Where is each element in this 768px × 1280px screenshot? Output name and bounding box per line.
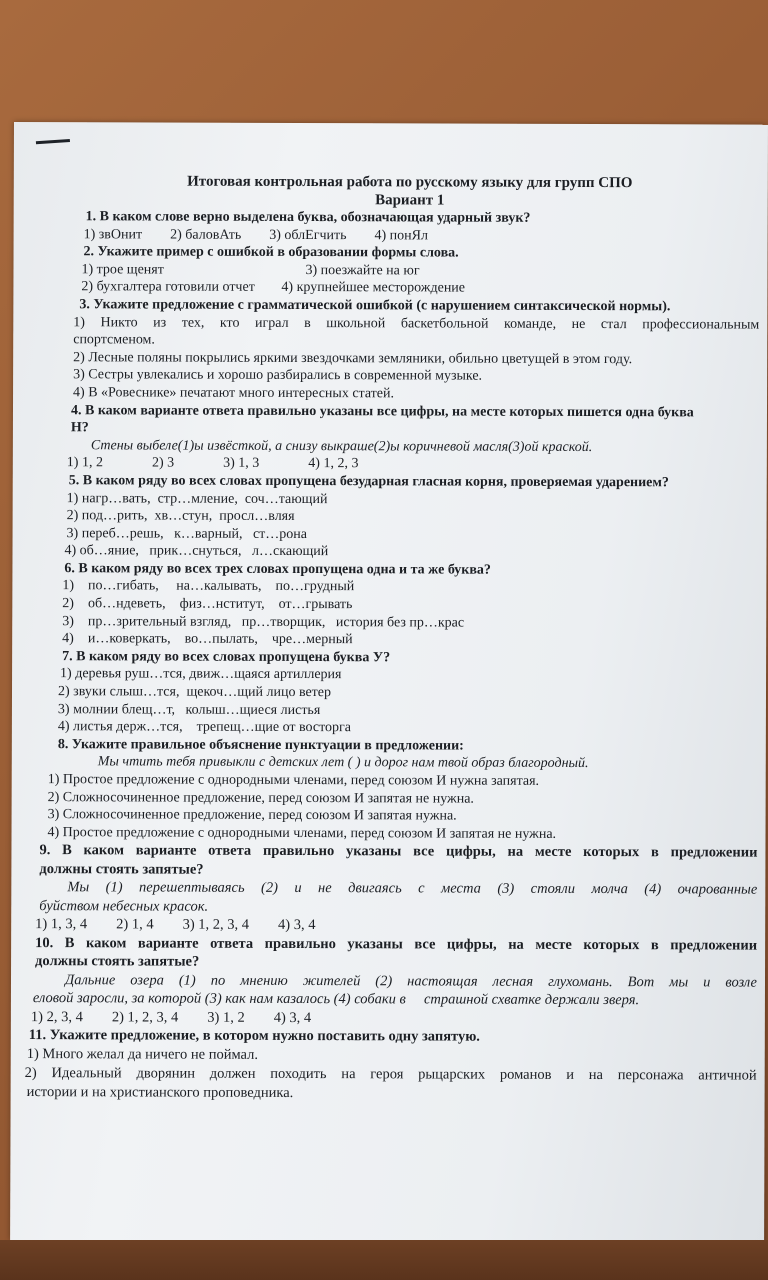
question-sentence-cont: буйством небесных красок. xyxy=(39,897,209,915)
answer-option: 4) и…коверкать, во…пылать, чре…мерный xyxy=(62,631,353,648)
question-sentence: Стены выбеле(1)ы извёсткой, а снизу выкраше(2)ы коричневой масля(3)ой краской. xyxy=(90,437,593,455)
question-8 xyxy=(17,736,757,844)
answer-option: 2) Лесные поляны покрылись яркими звездочками земляники, обильно цветущей в этом году. xyxy=(73,349,633,367)
table-surface xyxy=(0,1240,768,1280)
question-2 xyxy=(19,243,759,298)
question-text: 3. Укажите предложение с грамматической ошибкой (с нарушением синтаксической нормы). xyxy=(79,297,671,315)
question-text: 1. В каком слове верно выделена буква, обозначающая ударный звук? xyxy=(85,209,531,226)
question-text: 8. Укажите правильное объяснение пунктуации в предложении: xyxy=(57,736,464,754)
answer-options: 1) 1, 2 2) 3 3) 1, 3 4) 1, 2, 3 xyxy=(66,455,359,472)
answer-option: 2) под…рить, хв…стун, просл…вляя xyxy=(66,508,295,525)
question-5 xyxy=(18,472,758,563)
question-text: 10. В каком варианте ответа правильно указаны все цифры, на месте которых в предложении xyxy=(35,934,758,954)
question-sentence: Мы (1) перешептываясь (2) и не двигаясь с места (3) стояли молча (4) очарованные xyxy=(67,879,758,898)
question-text-cont: должны стоять запятые? xyxy=(39,860,204,878)
question-sentence: Мы чтить тебя привыкли с детских лет ( ) и дорог нам твой образ благородный. xyxy=(97,754,589,772)
variant-title: Вариант 1 xyxy=(375,192,445,209)
answer-options: 1) 2, 3, 4 2) 1, 2, 3, 4 3) 1, 2 4) 3, 4 xyxy=(30,1008,312,1026)
question-6 xyxy=(18,560,758,651)
answer-option: 1) по…гибать, на…калывать, по…грудный xyxy=(62,578,355,595)
answer-option: 1) трое щенят xyxy=(81,262,164,278)
answer-option: 4) листья держ…тся, трепещ…щие от восторга xyxy=(57,719,352,736)
exam-title: Итоговая контрольная работа по русскому языку для групп СПО xyxy=(187,173,633,192)
answer-option: 2) об…ндеветь, физ…нститут, от…грывать xyxy=(62,596,353,613)
answer-option: 3) Сестры увлекались и хорошо разбирались в современной музыке. xyxy=(73,367,483,384)
answer-option: 2) бухгалтера готовили отчет xyxy=(81,279,255,296)
answer-option: 4) В «Ровеснике» печатают много интересных статей. xyxy=(73,385,395,402)
question-text: 6. В каком ряду во всех трех словах пропущена одна и та же буква? xyxy=(64,561,491,578)
answer-option: 2) Сложносочиненное предложение, перед союзом И запятая не нужна. xyxy=(47,789,474,807)
answer-option: 2) звуки слыш…тся, щекоч…щий лицо ветер xyxy=(57,684,332,701)
answer-options: 1) звОнит 2) баловАть 3) облЕгчить 4) понЯл xyxy=(83,226,429,244)
answer-option: 1) нагр…вать, стр…мление, соч…тающий xyxy=(66,490,328,507)
pen-mark xyxy=(36,139,70,144)
question-4 xyxy=(19,402,759,475)
question-sentence-cont: еловой заросли, за которой (3) как нам казалось (4) собаки в страшной схватке держали зверя. xyxy=(32,990,640,1009)
answer-option: 1) Никто из тех, кто играл в школьной баскетбольной команде, не стал профессиональным xyxy=(73,314,760,333)
answer-option-cont: истории и на христианского проповедника. xyxy=(26,1084,294,1102)
exam-sheet xyxy=(10,122,768,1243)
answer-option: 4) Простое предложение с однородными членами, перед союзом И запятая не нужна. xyxy=(47,824,557,842)
question-text: 2. Укажите пример с ошибкой в образовании формы слова. xyxy=(83,244,459,261)
answer-option: 3) поезжайте на юг xyxy=(305,262,420,279)
question-9 xyxy=(17,841,757,936)
answer-option: 4) об…яние, прик…снуться, л…скающий xyxy=(64,543,329,560)
answer-option: 3) молнии блещ…т, колыш…щиеся листья xyxy=(57,701,321,718)
question-3 xyxy=(19,296,759,404)
answer-options: 1) 1, 3, 4 2) 1, 4 3) 1, 2, 3, 4 4) 3, 4 xyxy=(35,916,316,934)
answer-option: 3) переб…решь, к…варный, ст…рона xyxy=(66,525,308,542)
question-7 xyxy=(18,648,758,739)
answer-option: 3) пр…зрительный взгляд, пр…творщик, история без пр…крас xyxy=(62,613,465,631)
question-text: 11. Укажите предложение, в котором нужно поставить одну запятую. xyxy=(28,1027,480,1046)
answer-option: 2) Идеальный дворянин должен походить на героя рыцарских романов и на персонажа античной xyxy=(24,1065,757,1084)
exam-content xyxy=(17,172,760,1105)
answer-option: 1) Простое предложение с однородными членами, перед союзом И нужна запятая. xyxy=(47,772,540,789)
question-text: 9. В каком варианте ответа правильно указаны все цифры, на месте которых в предложении xyxy=(39,842,758,861)
answer-option-cont: спортсменом. xyxy=(73,332,155,348)
question-11 xyxy=(17,1026,757,1105)
question-text-cont: должны стоять запятые? xyxy=(35,953,200,971)
question-1 xyxy=(20,208,760,246)
answer-option: 1) Много желал да ничего не поймал. xyxy=(26,1046,259,1064)
question-text: 5. В каком ряду во всех словах пропущена безударная гласная корня, проверяемая ударением? xyxy=(68,473,669,491)
question-text-cont: Н? xyxy=(70,420,89,436)
answer-option: 1) деревья руш…тся, движ…щаяся артиллерия xyxy=(60,666,342,683)
question-text: 7. В каком ряду во всех словах пропущена буква У? xyxy=(62,649,391,666)
question-sentence: Дальние озера (1) по мнению жителей (2) настоящая лесная глухомань. Вот мы и возле xyxy=(64,972,758,991)
question-10 xyxy=(17,934,757,1029)
answer-option: 4) крупнейшее месторождение xyxy=(281,280,466,296)
answer-option: 3) Сложносочиненное предложение, перед союзом И запятая нужна. xyxy=(47,807,457,824)
question-text: 4. В каком варианте ответа правильно указаны все цифры, на месте которых пишется одна буква xyxy=(70,402,694,420)
